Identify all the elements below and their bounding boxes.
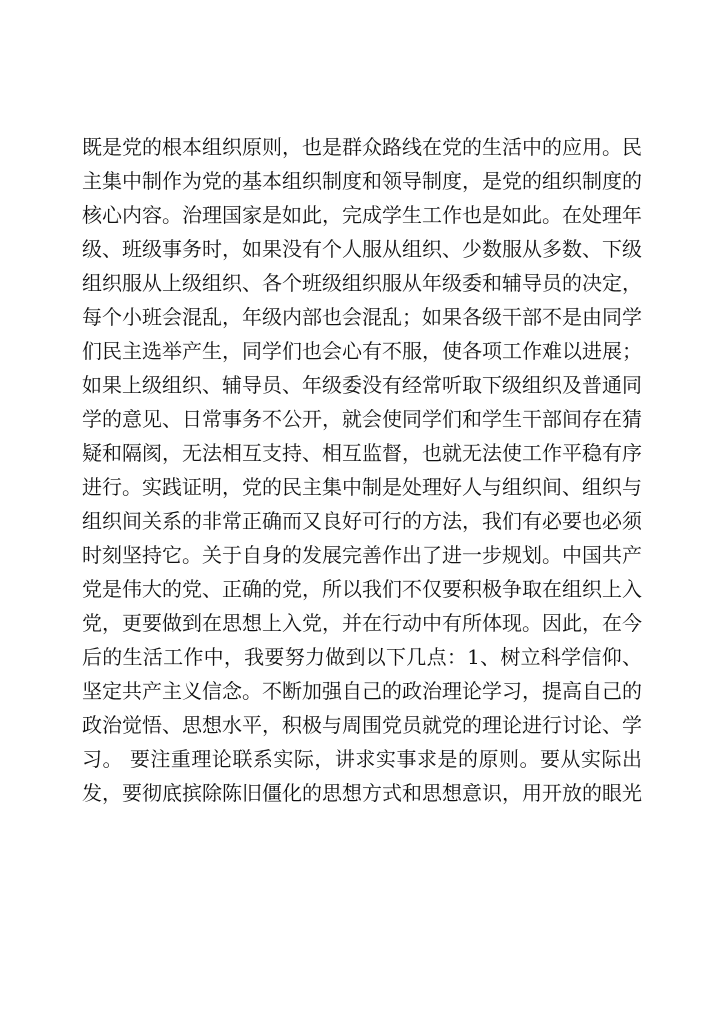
text-line-9: 学的意见、日常事务不公开，就会使同学们和学生干部间存在猜 [82,407,642,431]
text-line-17: 坚定共产主义信念。不断加强自己的政治理论学习，提高自己的 [82,679,642,703]
body-text [82,130,642,810]
text-line-6: 每个小班会混乱，年级内部也会混乱；如果各级干部不是由同学 [82,305,642,329]
text-line-18: 政治觉悟、思想水平，积极与周围党员就党的理论进行讨论、学 [82,713,642,737]
text-line-7: 们民主选举产生，同学们也会心有不服，使各项工作难以进展； [82,339,642,363]
text-line-2: 主集中制作为党的基本组织制度和领导制度，是党的组织制度的 [82,169,642,193]
text-line-5: 组织服从上级组织、各个班级组织服从年级委和辅导员的决定， [82,271,642,295]
text-line-14: 党是伟大的党、正确的党，所以我们不仅要积极争取在组织上入 [82,577,642,601]
text-line-11: 进行。实践证明，党的民主集中制是处理好人与组织间、组织与 [82,475,642,499]
text-line-16: 后的生活工作中，我要努力做到以下几点：1、树立科学信仰、 [82,645,642,669]
text-line-12: 组织间关系的非常正确而又良好可行的方法，我们有必要也必须 [82,509,642,533]
text-line-20: 发，要彻底摈除陈旧僵化的思想方式和思想意识，用开放的眼光 [82,781,642,805]
text-line-3: 核心内容。治理国家是如此，完成学生工作也是如此。在处理年 [82,203,642,227]
text-line-10: 疑和隔阂，无法相互支持、相互监督，也就无法使工作平稳有序 [82,441,642,465]
text-line-19: 习。 要注重理论联系实际，讲求实事求是的原则。要从实际出 [82,747,642,771]
text-line-8: 如果上级组织、辅导员、年级委没有经常听取下级组织及普通同 [82,373,642,397]
text-line-15: 党，更要做到在思想上入党，并在行动中有所体现。因此，在今 [82,611,642,635]
text-line-1: 既是党的根本组织原则，也是群众路线在党的生活中的应用。民 [82,135,642,159]
text-line-13: 时刻坚持它。关于自身的发展完善作出了进一步规划。中国共产 [82,543,642,567]
text-line-4: 级、班级事务时，如果没有个人服从组织、少数服从多数、下级 [82,237,642,261]
